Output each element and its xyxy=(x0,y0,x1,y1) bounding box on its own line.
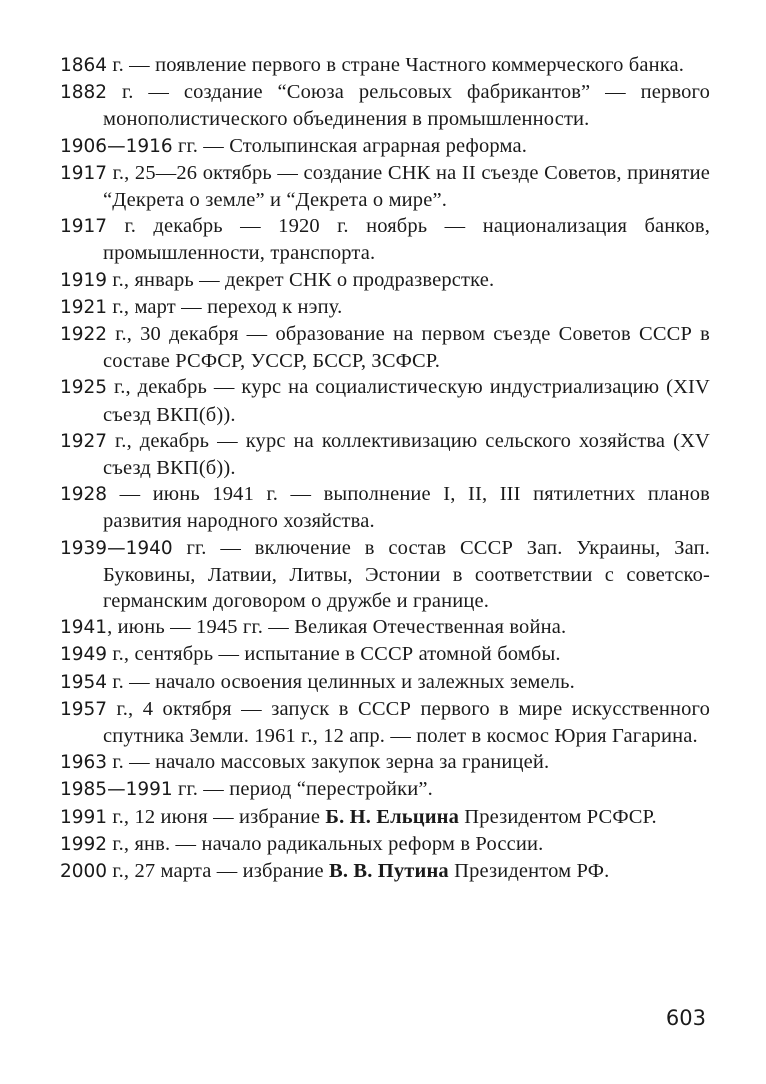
entry-year: 1949 xyxy=(60,644,108,666)
entry-text: г., 25—26 октябрь — создание СНК на II съезде Советов, принятие “Декрета о земле” и “Декрета о мире”. xyxy=(103,161,710,212)
entry-year: 1927 xyxy=(60,430,108,452)
chronology-entry xyxy=(60,481,710,534)
entry-year: 2000 xyxy=(60,861,108,883)
entry-text: гг. — период “перестройки”. xyxy=(172,778,433,801)
chronology-entry xyxy=(60,160,710,213)
entry-text: г., январь — декрет СНК о продразверстке. xyxy=(107,268,495,291)
entry-text: , июнь — 1945 гг. — Великая Отечественная война. xyxy=(107,616,567,639)
entry-year: 1864 xyxy=(60,55,108,76)
chronology-entry xyxy=(60,831,710,858)
entry-text: г., сентябрь — испытание в СССР атомной бомбы. xyxy=(107,643,561,666)
chronology-entry xyxy=(60,749,710,776)
chronology-entry xyxy=(60,52,710,79)
entry-year: 1991 xyxy=(60,806,108,828)
entry-text: — июнь 1941 г. — выполнение I, II, III пятилетних планов развития народного хозяйства. xyxy=(103,483,710,533)
entry-text: гг. — Столыпинская аграрная реформа. xyxy=(172,134,527,157)
entry-year: 1921 xyxy=(60,296,108,318)
entry-text: г. — появление первого в стране Частного коммерческого банка. xyxy=(107,54,685,76)
chronology-entry xyxy=(60,776,710,803)
entry-year: 1906—1916 xyxy=(60,135,173,157)
chronology-entry xyxy=(60,804,710,831)
chronology-entry xyxy=(60,321,710,374)
entry-text: г., янв. — начало радикальных реформ в России. xyxy=(107,832,544,855)
entry-year: 1917 xyxy=(60,162,108,184)
entry-year: 1954 xyxy=(60,671,108,693)
entry-year: 1939—1940 xyxy=(60,537,173,559)
entry-text: г., 27 марта — избрание xyxy=(107,860,330,883)
entry-text: гг. — включение в состав СССР Зап. Украины, Зап. Буковины, Латвии, Литвы, Эстонии в соответствии с советско-германским договором о дружбе и границе. xyxy=(103,536,710,613)
chronology-entry xyxy=(60,294,710,321)
entry-year: 1922 xyxy=(60,324,108,346)
person-name: Б. Н. Ельцина xyxy=(325,805,460,828)
entry-year: 1985—1991 xyxy=(60,779,173,801)
chronology-entry xyxy=(60,696,710,749)
entry-text: г., март — переход к нэпу. xyxy=(107,295,343,318)
entry-year: 1928 xyxy=(60,484,108,506)
entry-text: г., 4 октября — запуск в СССР первого в мире искусственного спутника Земли. 1961 г., 12 апр. — полет в космос Юрия Гагарина. xyxy=(103,697,710,748)
entry-text: г. — создание “Союза рельсовых фабрикантов” — первого монополистического объединения в промышленности. xyxy=(103,81,710,131)
chronology-entry xyxy=(60,535,710,615)
entry-text: г. — начало массовых закупок зерна за границей. xyxy=(107,751,550,774)
chronology-entry xyxy=(60,213,710,266)
chronology-entry xyxy=(60,428,710,481)
chronology-entry xyxy=(60,669,710,696)
chronology-entry xyxy=(60,267,710,294)
entry-year: 1882 xyxy=(60,82,108,104)
person-name: В. В. Путина xyxy=(329,860,449,883)
chronology-entry xyxy=(60,641,710,668)
entry-year: 1941 xyxy=(60,617,108,639)
chronology-entry xyxy=(60,374,710,427)
entry-text: г. декабрь — 1920 г. ноябрь — национализация банков, промышленности, транспорта. xyxy=(103,215,710,265)
entry-text: г., декабрь — курс на социалистическую индустриализацию (XIV съезд ВКП(б)). xyxy=(103,376,710,426)
entry-text: Президентом РФ. xyxy=(448,860,610,883)
chronology-entry xyxy=(60,614,710,641)
entry-year: 1963 xyxy=(60,752,108,774)
entry-text: г., 30 декабря — образование на первом съезде Советов СССР в составе РСФСР, УССР, БССР, ЗСФСР. xyxy=(103,323,710,373)
entry-text: Президентом РСФСР. xyxy=(459,805,657,828)
chronology-entry xyxy=(60,858,710,885)
entry-year: 1919 xyxy=(60,269,108,291)
entry-year: 1992 xyxy=(60,833,108,855)
entry-year: 1957 xyxy=(60,698,108,720)
chronology-entry xyxy=(60,133,710,160)
chronology-list xyxy=(60,52,710,885)
chronology-entry xyxy=(60,79,710,132)
entry-year: 1925 xyxy=(60,377,108,399)
entry-text: г. — начало освоения целинных и залежных земель. xyxy=(107,670,575,693)
entry-year: 1917 xyxy=(60,216,108,238)
entry-text: г., декабрь — курс на коллективизацию сельского хозяйства (XV съезд ВКП(б)). xyxy=(103,429,710,480)
entry-text: г., 12 июня — избрание xyxy=(107,805,326,828)
page-number: 603 xyxy=(665,1006,706,1030)
